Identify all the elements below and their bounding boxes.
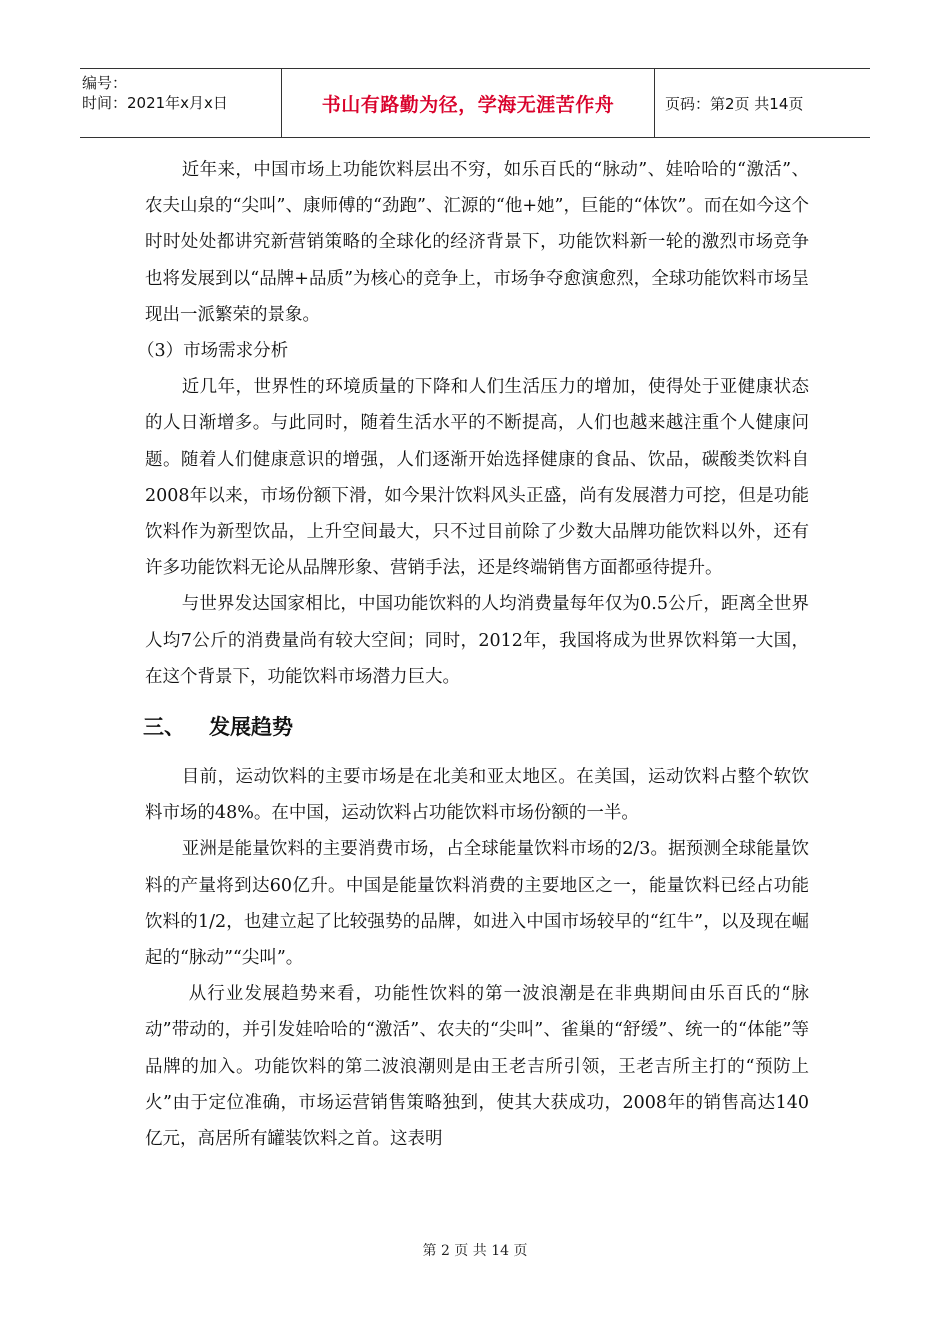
section-title: 发展趋势: [209, 715, 293, 740]
page-header: [80, 68, 870, 138]
paragraph: 目前，运动饮料的主要市场是在北美和亚太地区。在美国，运动饮料占整个软饮料市场的48%。在中国，运动饮料占功能饮料市场份额的一半。: [145, 767, 809, 824]
time-label: 时间：2021年x月x日: [82, 94, 228, 112]
paragraph: 近年来，中国市场上功能饮料层出不穷，如乐百氏的“脉动”、娃哈哈的“激活”、农夫山泉的“尖叫”、康师傅的“劲跑”、汇源的“他+她”，巨能的“体饮”。而在如今这个时时处处都讲究新营销策略的全球化的经济背景下，功能饮料新一轮的激烈市场竞争也将发展到以“品牌+品质”为核心的竞争上，市场争夺愈演愈烈，全球功能饮料市场呈现出一派繁荣的景象。: [145, 160, 809, 325]
document-body: [137, 152, 809, 1157]
page-code: 页码：第2页 共14页: [665, 94, 804, 113]
paragraph: 与世界发达国家相比，中国功能饮料的人均消费量每年仅为0.5公斤，距离全世界人均7公斤的消费量尚有较大空间；同时，2012年，我国将成为世界饮料第一大国，在这个背景下，功能饮料市场潜力巨大。: [145, 594, 809, 687]
motto: 书山有路勤为径，学海无涯苦作舟: [321, 93, 615, 116]
paragraph: 近几年，世界性的环境质量的下降和人们生活压力的增加，使得处于亚健康状态的人日渐增多。与此同时，随着生活水平的不断提高，人们也越来越注重个人健康问题。随着人们健康意识的增强，人们逐渐开始选择健康的食品、饮品，碳酸类饮料自2008年以来，市场份额下滑，如今果汁饮料风头正盛，尚有发展潜力可挖，但是功能饮料作为新型饮品，上升空间最大，只不过目前除了少数大品牌功能饮料以外，还有许多功能饮料无论从品牌形象、营销手法，还是终端销售方面都亟待提升。: [145, 377, 809, 579]
section-heading: [143, 703, 809, 751]
header-meta: [80, 69, 282, 137]
paragraph: 亚洲是能量饮料的主要消费市场，占全球能量饮料市场的2/3。据预测全球能量饮料的产量将到达60亿升。中国是能量饮料消费的主要地区之一，能量饮料已经占功能饮料的1/2，也建立起了比较强势的品牌，如进入中国市场较早的“红牛”，以及现在崛起的“脉动”“尖叫”。: [145, 839, 809, 969]
subsection-heading: （3）市场需求分析: [137, 341, 289, 362]
header-motto-cell: [282, 69, 655, 137]
serial-label: 编号：: [82, 74, 128, 92]
page-footer: 第 2 页 共 14 页: [422, 1243, 528, 1259]
section-number: 三、: [143, 715, 185, 740]
paragraph: 从行业发展趋势来看，功能性饮料的第一波浪潮是在非典期间由乐百氏的“脉动”带动的，并引发娃哈哈的“激活”、农夫的“尖叫”、雀巢的“舒缓”、统一的“体能”等品牌的加入。功能饮料的第二波浪潮则是由王老吉所引领，王老吉所主打的“预防上火”由于定位准确，市场运营销售策略独到，使其大获成功，2008年的销售高达140亿元，高居所有罐装饮料之首。这表明: [145, 984, 809, 1150]
header-page-code-cell: [655, 69, 870, 137]
